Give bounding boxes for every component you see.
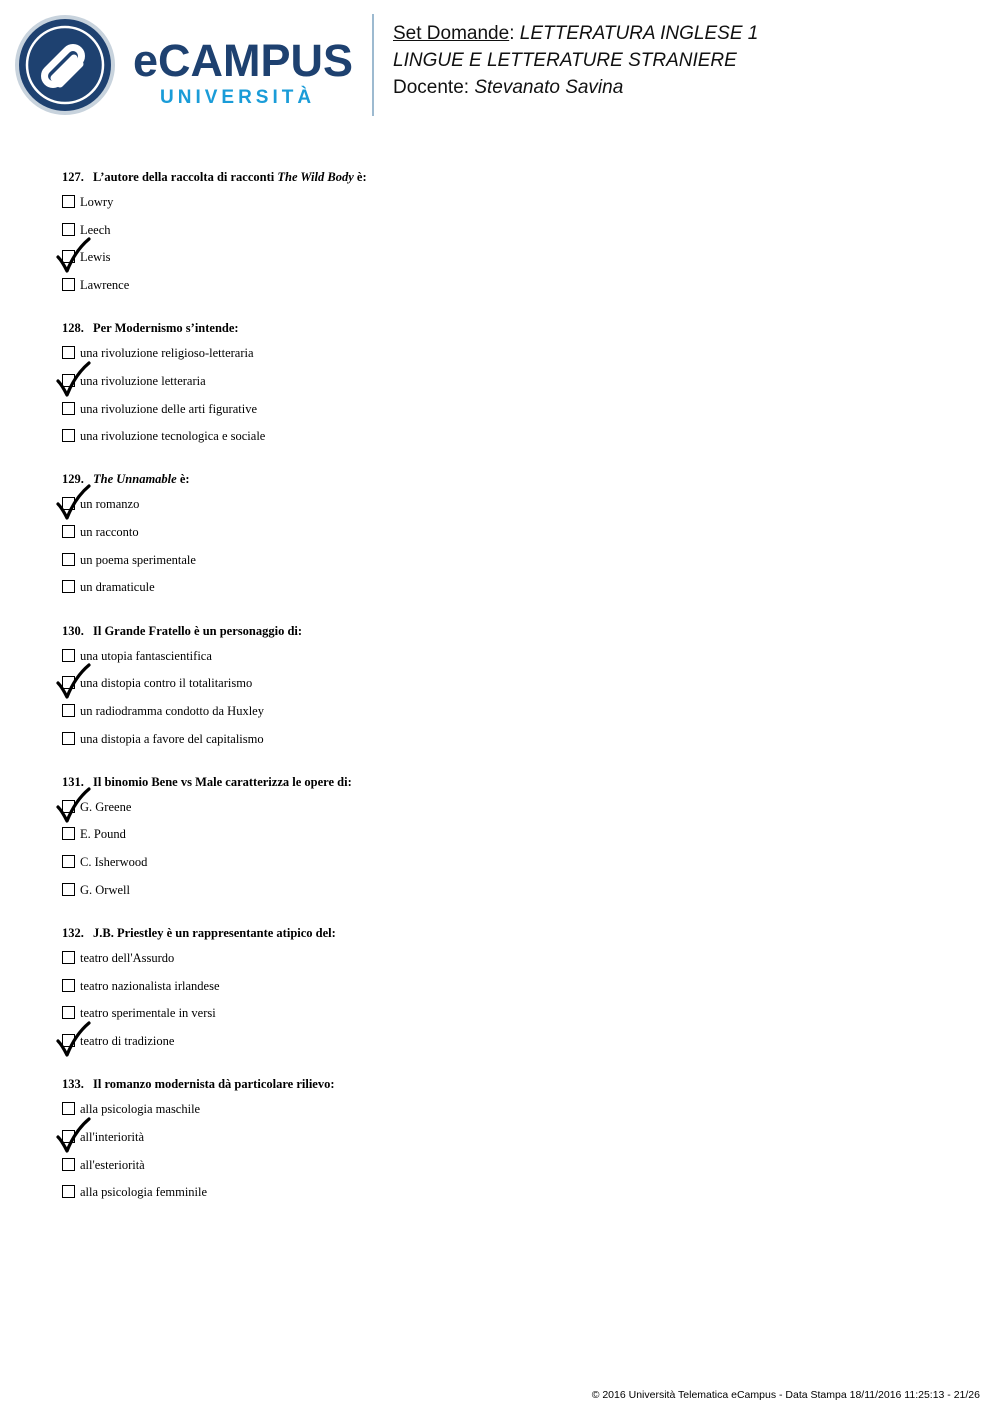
question-block — [62, 320, 962, 457]
answer-option[interactable] — [62, 883, 962, 911]
page-footer: © 2016 Università Telematica eCampus - Data Stampa 18/11/2016 11:25:13 - 21/26 — [591, 1389, 980, 1401]
answer-option[interactable] — [62, 278, 962, 306]
checkmark-icon — [56, 361, 92, 397]
question-text: The Wild Body — [277, 170, 354, 184]
answer-option[interactable] — [62, 402, 962, 430]
answer-option[interactable] — [62, 1034, 962, 1062]
answer-checkbox[interactable] — [62, 951, 75, 964]
answer-checkbox[interactable] — [62, 979, 75, 992]
course-name: LETTERATURA INGLESE 1 — [519, 23, 759, 44]
answer-options — [62, 497, 962, 608]
question-number: 128. — [62, 321, 84, 336]
answer-option[interactable] — [62, 732, 962, 760]
answer-options — [62, 951, 962, 1062]
answer-label: all'interiorità — [80, 1129, 145, 1144]
answer-checkbox[interactable] — [62, 855, 75, 868]
answer-label: una rivoluzione tecnologica e sociale — [80, 429, 266, 444]
answer-label: una rivoluzione delle arti figurative — [80, 401, 258, 416]
answer-option[interactable] — [62, 580, 962, 608]
answer-label: una utopia fantascientifica — [80, 648, 212, 663]
checkmark-icon — [56, 663, 92, 699]
question-title — [62, 623, 962, 639]
answer-label: all'esteriorità — [80, 1157, 145, 1172]
answer-checkbox[interactable] — [62, 1102, 75, 1115]
question-number: 132. — [62, 926, 84, 940]
answer-label: una distopia contro il totalitarismo — [80, 676, 253, 691]
answer-option[interactable] — [62, 800, 962, 828]
answer-option[interactable] — [62, 855, 962, 883]
checkmark-icon — [56, 1117, 92, 1153]
degree-name: LINGUE E LETTERATURE STRANIERE — [393, 50, 737, 71]
answer-checkbox[interactable] — [62, 525, 75, 538]
answer-option[interactable] — [62, 704, 962, 732]
answer-label: teatro dell'Assurdo — [80, 951, 175, 965]
answer-checkbox[interactable] — [62, 827, 75, 840]
answer-checkbox[interactable] — [62, 1006, 75, 1019]
answer-checkbox[interactable] — [62, 1158, 75, 1171]
brand-name: eCAMPUS — [133, 35, 354, 86]
answer-label: una distopia a favore del capitalismo — [80, 731, 264, 746]
answer-option[interactable] — [62, 951, 962, 979]
answer-label: un romanzo — [80, 497, 140, 512]
answer-label: una rivoluzione religioso-letteraria — [80, 346, 254, 361]
question-text: è: — [176, 472, 190, 487]
answer-checkbox[interactable] — [62, 732, 75, 745]
question-title — [62, 169, 962, 185]
answer-checkbox[interactable] — [62, 553, 75, 566]
answer-label: alla psicologia femminile — [80, 1185, 208, 1200]
answer-checkbox[interactable] — [62, 278, 75, 291]
answer-label: un radiodramma condotto da Huxley — [80, 703, 264, 718]
answer-label: alla psicologia maschile — [80, 1102, 201, 1117]
question-block — [62, 774, 962, 911]
question-number: 127. — [62, 170, 84, 184]
answer-checkbox[interactable] — [62, 195, 75, 208]
checkmark-icon — [56, 484, 92, 520]
question-text: Il Grande Fratello è un personaggio di: — [93, 623, 303, 638]
answer-option[interactable] — [62, 429, 962, 457]
answer-option[interactable] — [62, 979, 962, 1007]
answer-checkbox[interactable] — [62, 1185, 75, 1198]
answer-checkbox[interactable] — [62, 580, 75, 593]
answer-options — [62, 800, 962, 911]
answer-label: un racconto — [80, 525, 139, 540]
header-teacher-line: Docente: Stevanato Savina — [393, 77, 624, 98]
question-text: The Unnamable — [93, 472, 177, 487]
brand-subtitle: UNIVERSITÀ — [160, 87, 316, 108]
question-text: L’autore della raccolta di racconti — [93, 170, 278, 184]
answer-checkbox[interactable] — [62, 883, 75, 896]
question-text: Il binomio Bene vs Male caratterizza le opere di: — [93, 774, 352, 789]
answer-checkbox[interactable] — [62, 346, 75, 359]
answer-option[interactable] — [62, 1006, 962, 1034]
header-divider — [372, 14, 374, 116]
question-title — [62, 925, 962, 941]
answer-label: G. Greene — [80, 799, 132, 814]
answer-label: G. Orwell — [80, 882, 130, 897]
teacher-label: Docente — [393, 77, 464, 98]
answer-label: teatro di tradizione — [80, 1034, 175, 1049]
answer-label: E. Pound — [80, 827, 126, 842]
checkmark-icon — [56, 1021, 92, 1057]
answer-checkbox[interactable] — [62, 223, 75, 236]
question-block — [62, 623, 962, 760]
ecampus-logo-icon — [14, 14, 116, 116]
answer-label: Lewis — [80, 250, 111, 265]
set-label: Set Domande — [393, 23, 510, 44]
answer-option[interactable] — [62, 649, 962, 677]
answer-option[interactable] — [62, 374, 962, 402]
answer-label: teatro nazionalista irlandese — [80, 978, 220, 993]
answer-option[interactable] — [62, 195, 962, 223]
teacher-name: Stevanato Savina — [474, 77, 624, 98]
question-number: 131. — [62, 774, 84, 789]
answer-options — [62, 1102, 962, 1213]
answer-checkbox[interactable] — [62, 402, 75, 415]
question-text: J.B. Priestley è un rappresentante atipico del: — [93, 926, 336, 940]
answer-checkbox[interactable] — [62, 704, 75, 717]
answer-checkbox[interactable] — [62, 649, 75, 662]
question-title — [62, 471, 962, 487]
answer-options — [62, 649, 962, 760]
answer-option[interactable] — [62, 676, 962, 704]
answer-label: un dramaticule — [80, 580, 155, 595]
question-number: 130. — [62, 623, 84, 638]
answer-label: Lawrence — [80, 278, 130, 293]
answer-label: Leech — [80, 222, 111, 237]
question-block — [62, 471, 962, 608]
answer-label: C. Isherwood — [80, 855, 148, 870]
checkmark-icon — [56, 237, 92, 273]
question-title — [62, 1076, 962, 1092]
question-number: 129. — [62, 472, 84, 487]
question-number: 133. — [62, 1077, 84, 1092]
answer-option[interactable] — [62, 1158, 962, 1186]
question-block — [62, 1076, 962, 1213]
question-text: Il romanzo modernista dà particolare rilievo: — [93, 1077, 335, 1092]
answer-option[interactable] — [62, 250, 962, 278]
answer-option[interactable] — [62, 223, 962, 251]
answer-option[interactable] — [62, 827, 962, 855]
question-title — [62, 774, 962, 790]
header-course-line: Set Domande: LETTERATURA INGLESE 1 — [393, 23, 759, 44]
question-block — [62, 169, 962, 306]
question-block — [62, 925, 962, 1062]
answer-label: Lowry — [80, 195, 114, 209]
answer-label: un poema sperimentale — [80, 552, 196, 567]
answer-option[interactable] — [62, 1185, 962, 1213]
answer-option[interactable] — [62, 1102, 962, 1130]
answer-option[interactable] — [62, 1130, 962, 1158]
page-header — [0, 0, 1000, 120]
question-text: Per Modernismo s’intende: — [93, 321, 239, 336]
answer-option[interactable] — [62, 346, 962, 374]
answer-options — [62, 195, 962, 306]
answer-label: una rivoluzione letteraria — [80, 373, 206, 388]
answer-option[interactable] — [62, 525, 962, 553]
checkmark-icon — [56, 787, 92, 823]
answer-options — [62, 346, 962, 457]
question-title — [62, 320, 962, 336]
answer-option[interactable] — [62, 497, 962, 525]
answer-checkbox[interactable] — [62, 429, 75, 442]
answer-label: teatro sperimentale in versi — [80, 1006, 216, 1021]
answer-option[interactable] — [62, 553, 962, 581]
question-text: è: — [353, 170, 367, 184]
